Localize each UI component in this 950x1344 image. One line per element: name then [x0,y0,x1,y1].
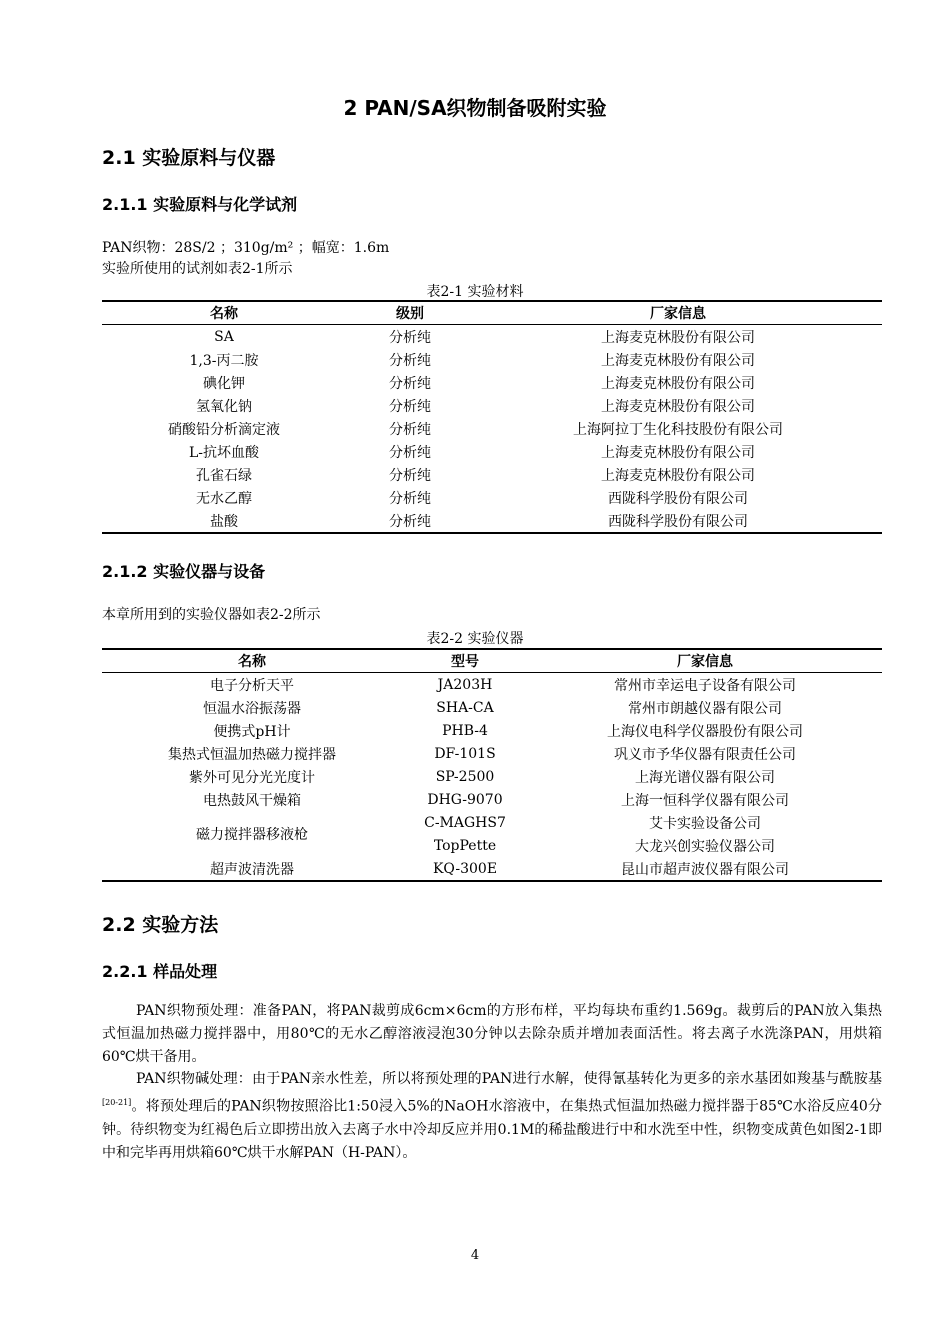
table-header-row [102,649,882,673]
cell-model: C-MAGHS7 [424,814,506,831]
cell-name: L-抗坏血酸 [188,444,260,461]
cell-name: 电热鼓风干燥箱 [203,792,301,809]
cell-name: 1,3-丙二胺 [189,352,259,369]
cell-grade: 分析纯 [389,513,431,530]
cell-manufacturer: 上海一恒科学仪器有限公司 [621,792,789,809]
cell-grade: 分析纯 [389,398,431,415]
cell-name: 便携式pH计 [213,723,291,740]
cell-name: 超声波清洗器 [210,861,294,878]
cell-model: KQ-300E [432,860,498,877]
cell-manufacturer: 上海阿拉丁生化科技股份有限公司 [573,421,783,438]
table-header-row [102,301,882,325]
header-name: 名称 [102,649,402,673]
table-2-2-caption: 表2-2 实验仪器 [426,631,524,647]
cell-manufacturer: 上海麦克林股份有限公司 [601,375,755,392]
cell-model: DHG-9070 [427,791,503,808]
cell-model: JA203H [437,676,493,693]
cell-name: 氢氧化钠 [196,398,252,415]
cell-name: 集热式恒温加热磁力搅拌器 [168,746,336,763]
paragraph-text: 。将预处理后的PAN织物按照浴比1:50浸入5%的NaOH水溶液中，在集热式恒温加热磁力搅拌器于85℃水浴反应40分钟。待织物变为红褐色后立即捞出放入去离子水中冷却反应并用0.1M的稀盐酸进行中和水洗至中性，织物变成黄色如图2-1即中和完毕再用烘箱60℃烘干水解PAN（H-PAN）。 [102,1098,882,1161]
cell-model: DF-101S [434,745,496,762]
header-manufacturer: 厂家信息 [474,301,882,325]
chapter-title: 2 PAN/SA织物制备吸附实验 [343,96,607,120]
cell-grade: 分析纯 [389,375,431,392]
section-2-2-title: 2.2 实验方法 [102,914,219,936]
header-name: 名称 [102,301,346,325]
cell-name: 碘化钾 [203,375,245,392]
cell-grade: 分析纯 [389,421,431,438]
table-row [102,371,882,394]
instruments-table [102,648,882,882]
section-2-1-title: 2.1 实验原料与仪器 [102,147,276,169]
cell-manufacturer: 艾卡实验设备公司 [649,815,761,832]
page-number: 4 [470,1248,480,1263]
citation-ref: [20-21] [102,1098,132,1107]
materials-table [102,300,882,534]
cell-manufacturer: 上海麦克林股份有限公司 [601,352,755,369]
cell-manufacturer: 西陇科学股份有限公司 [608,513,748,530]
table-row [102,486,882,509]
cell-manufacturer: 上海光谱仪器有限公司 [635,769,775,786]
cell-name: 电子分析天平 [210,677,294,694]
table-row [102,509,882,533]
cell-name: 紫外可见分光光度计 [189,769,315,786]
header-manufacturer: 厂家信息 [528,649,882,673]
cell-manufacturer: 上海麦克林股份有限公司 [601,444,755,461]
cell-manufacturer: 上海麦克林股份有限公司 [601,329,755,346]
table-row [102,719,882,742]
paragraph-pretreatment: PAN织物预处理：准备PAN，将PAN裁剪成6cm×6cm的方形布样，平均每块布重约1.569g。裁剪后的PAN放入集热式恒温加热磁力搅拌器中，用80℃的无水乙醇溶液浸泡30分钟以去除杂质并增加表面活性。将去离子水洗涤PAN，用烘箱60℃烘干备用。 [102,1003,882,1065]
table-row [102,417,882,440]
table-2-1-caption: 表2-1 实验材料 [426,284,524,300]
cell-manufacturer: 西陇科学股份有限公司 [608,490,748,507]
table-row [102,325,882,349]
cell-model: SHA-CA [436,699,494,716]
cell-manufacturer: 巩义市予华仪器有限责任公司 [614,746,796,763]
header-model: 型号 [402,649,528,673]
cell-manufacturer: 上海麦克林股份有限公司 [601,398,755,415]
fabric-spec-line: PAN织物：28S/2 ；310g/m² ；幅宽：1.6m [102,240,390,256]
cell-grade: 分析纯 [389,467,431,484]
table-row [102,696,882,719]
table-row [102,394,882,417]
cell-name: 孔雀石绿 [196,467,252,484]
instrument-intro-line: 本章所用到的实验仪器如表2-2所示 [102,607,321,623]
paragraph-alkali-treatment [102,1068,882,1165]
cell-manufacturer: 常州市朗越仪器有限公司 [628,700,782,717]
table-row [102,463,882,486]
cell-name: 盐酸 [210,513,238,530]
cell-name: 无水乙醇 [196,490,252,507]
cell-model: TopPette [433,837,497,854]
cell-manufacturer: 上海麦克林股份有限公司 [601,467,755,484]
cell-grade: 分析纯 [389,329,431,346]
table-row [102,440,882,463]
paragraph-text: PAN织物碱处理：由于PAN亲水性差，所以将预处理的PAN进行水解，使得氰基转化为更多的亲水基团如羧基与酰胺基 [136,1071,882,1087]
cell-grade: 分析纯 [389,444,431,461]
table-row [102,857,882,881]
header-grade: 级别 [346,301,474,325]
table-row [102,811,882,834]
section-2-2-1-title: 2.2.1 样品处理 [102,962,218,981]
table-row [102,742,882,765]
table-row [102,788,882,811]
reagent-intro-line: 实验所使用的试剂如表2-1所示 [102,261,293,277]
cell-name: 恒温水浴振荡器 [203,700,301,717]
cell-model: PHB-4 [442,722,488,739]
cell-grade: 分析纯 [389,490,431,507]
cell-name: 硝酸铅分析滴定液 [168,421,280,438]
cell-manufacturer: 常州市幸运电子设备有限公司 [614,677,796,694]
table-row [102,673,882,697]
cell-grade: 分析纯 [389,352,431,369]
table-row [102,765,882,788]
cell-name: SA [214,328,234,345]
section-2-1-2-title: 2.1.2 实验仪器与设备 [102,562,266,581]
cell-model: SP-2500 [435,768,495,785]
cell-name: 磁力搅拌器移液枪 [196,827,308,843]
cell-manufacturer: 上海仪电科学仪器股份有限公司 [607,723,803,740]
table-row [102,348,882,371]
section-2-1-1-title: 2.1.1 实验原料与化学试剂 [102,195,298,214]
cell-manufacturer: 昆山市超声波仪器有限公司 [621,861,789,878]
cell-manufacturer: 大龙兴创实验仪器公司 [635,838,775,855]
